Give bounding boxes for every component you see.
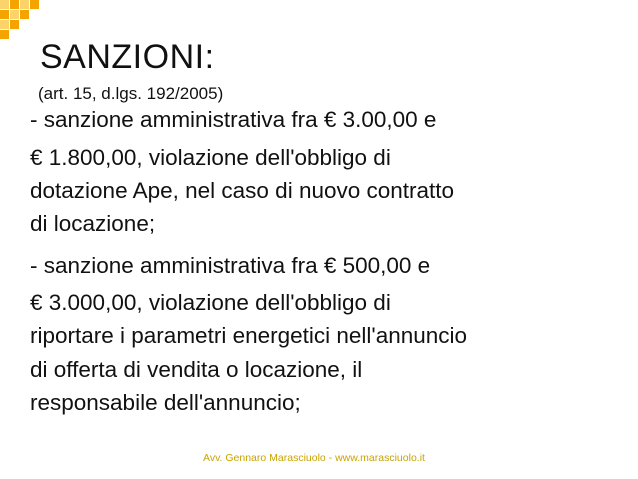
body-line: € 1.800,00, violazione dell'obbligo di (30, 145, 391, 170)
slide-subtitle: (art. 15, d.lgs. 192/2005) (38, 84, 224, 103)
slide-footer: Avv. Gennaro Marasciuolo - www.marasciuolo.it (203, 452, 425, 464)
body-line: riportare i parametri energetici nell'annuncio (30, 323, 468, 348)
body-line: di offerta di vendita o locazione, il (30, 357, 363, 382)
body-line: dotazione Ape, nel caso di nuovo contratto (30, 178, 455, 203)
body-line: di locazione; (30, 211, 156, 236)
body-line: responsabile dell'annuncio; (30, 390, 301, 415)
slide-title: SANZIONI: (40, 38, 215, 76)
body-line: € 3.000,00, violazione dell'obbligo di (30, 290, 391, 315)
body-line: - sanzione amministrativa fra € 3.00,00 e (30, 107, 437, 132)
body-line: - sanzione amministrativa fra € 500,00 e (30, 253, 431, 278)
